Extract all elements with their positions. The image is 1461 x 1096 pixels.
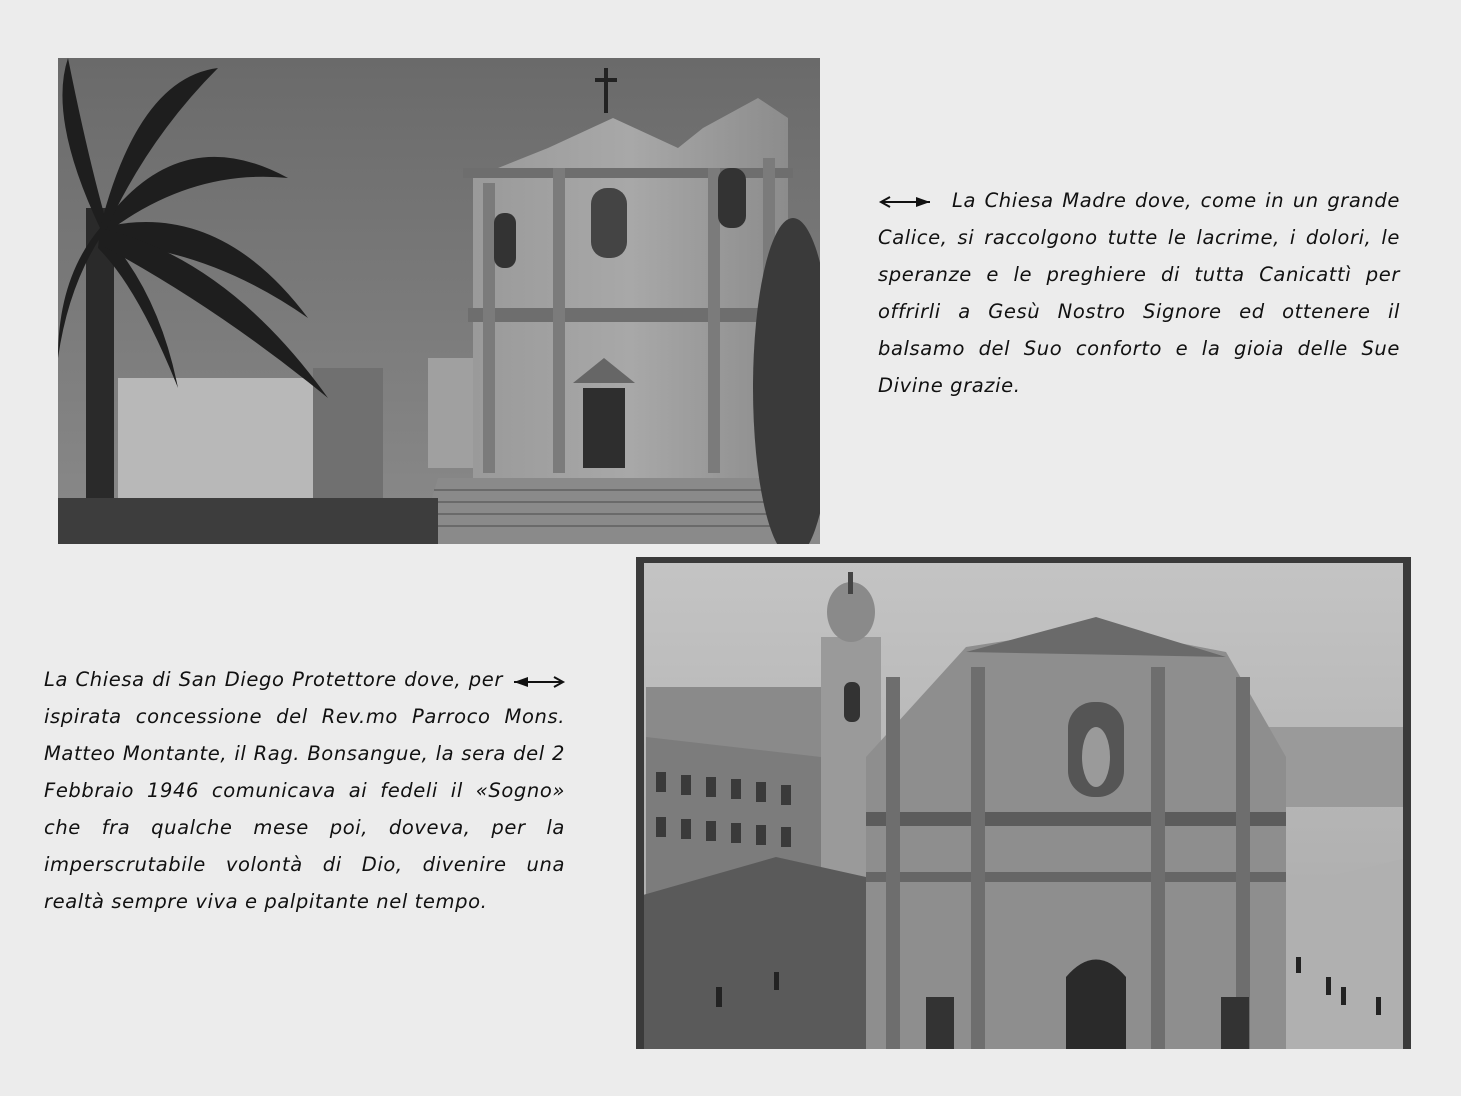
right-arrow-icon xyxy=(514,676,566,688)
chiesa-madre-photo xyxy=(58,58,820,544)
chiesa-san-diego-photo xyxy=(636,557,1411,1049)
chiesa-madre-caption-text: La Chiesa Madre dove, come in un grande Calice, si raccolgono tutte le lacrime, i dolori, le speranze e le preghiere di tutta Canicattì per offrirli a Gesù Nostro Signore ed ottenere il balsamo del Suo conforto e la gioia delle Sue Divine grazie. xyxy=(878,189,1400,397)
chiesa-madre-illustration xyxy=(58,58,820,544)
chiesa-san-diego-caption-text: La Chiesa di San Diego Protettore dove, per ispirata concessione del Rev.mo Parroco Mons. Matteo Montante, il Rag. Bonsangue, la sera del 2 Febbraio 1946 comunicava ai fedeli il «Sogno» che fra qualche mese poi, doveva, per la imperscrutabile volontà di Dio, divenire una realtà sempre viva e palpitante nel tempo. xyxy=(44,668,565,913)
chiesa-san-diego-caption xyxy=(44,661,565,920)
chiesa-madre-caption xyxy=(878,182,1400,404)
chiesa-san-diego-illustration xyxy=(636,557,1411,1049)
left-arrow-icon xyxy=(878,196,930,208)
